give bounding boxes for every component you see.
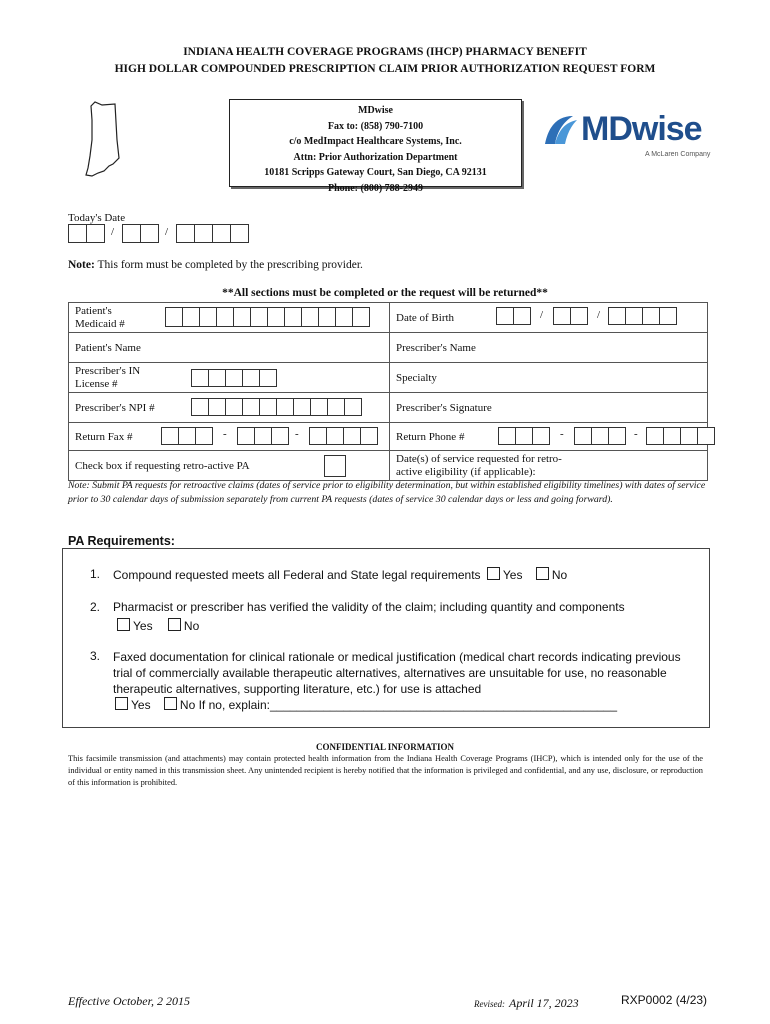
mdwise-logo-mark-icon bbox=[543, 114, 579, 148]
signature-label: Prescriber's Signature bbox=[396, 401, 492, 414]
digit-box[interactable] bbox=[259, 369, 277, 387]
pa-item2-yes-checkbox[interactable] bbox=[117, 618, 130, 631]
digit-box[interactable] bbox=[697, 427, 715, 445]
digit-box[interactable] bbox=[513, 307, 531, 325]
digit-box[interactable] bbox=[301, 307, 319, 327]
digit-box[interactable] bbox=[608, 427, 626, 445]
patient-name-cell[interactable] bbox=[69, 333, 390, 363]
date-digit-box[interactable] bbox=[122, 224, 141, 243]
license-cell bbox=[69, 363, 390, 393]
logo-wordmark: MDwise bbox=[581, 110, 702, 148]
date-separator: / bbox=[540, 309, 544, 321]
digit-box[interactable] bbox=[309, 427, 327, 445]
pa-item1-no-checkbox[interactable] bbox=[536, 567, 549, 580]
note-label: Note: bbox=[68, 259, 95, 271]
digit-box[interactable] bbox=[178, 427, 196, 445]
digit-box[interactable] bbox=[327, 398, 345, 416]
revised-date bbox=[474, 994, 579, 1012]
digit-box[interactable] bbox=[659, 307, 677, 325]
contact-phone: Phone: (800) 788-2949 bbox=[328, 182, 423, 194]
digit-box[interactable] bbox=[570, 307, 588, 325]
digit-box[interactable] bbox=[344, 398, 362, 416]
retro-checkbox-label: Check box if requesting retro-active PA bbox=[75, 459, 250, 472]
digit-box[interactable] bbox=[267, 307, 285, 327]
pa-item3-no-checkbox[interactable] bbox=[164, 697, 177, 710]
digit-box[interactable] bbox=[293, 398, 311, 416]
confidential-heading: CONFIDENTIAL INFORMATION bbox=[315, 742, 455, 752]
contact-plan-name: MDwise bbox=[358, 105, 393, 116]
service-dates-cell[interactable] bbox=[390, 451, 708, 481]
date-digit-box[interactable] bbox=[212, 224, 231, 243]
date-separator: / bbox=[597, 309, 601, 321]
form-title-line1: INDIANA HEALTH COVERAGE PROGRAMS (IHCP) PHARMACY BENEFIT bbox=[183, 46, 587, 58]
pa-item2-text: Pharmacist or prescriber has verified the validity of the claim; including quantity and components bbox=[113, 600, 625, 614]
patient-name-label: Patient's Name bbox=[75, 341, 141, 354]
digit-box[interactable] bbox=[161, 427, 179, 445]
phone-separator: - bbox=[560, 428, 564, 440]
phone-separator: - bbox=[223, 428, 227, 440]
pa-item3-yes-label: Yes bbox=[131, 698, 151, 712]
fax-contact-box bbox=[229, 99, 522, 194]
return-fax-label: Return Fax # bbox=[75, 430, 133, 443]
pa-item3-text: Faxed documentation for clinical rationale or medical justification (medical chart records indicating previous trial of commercially available therapeutic alternatives, alternatives are unsuitable for use, no reasonable therapeutic alternatives, supporting literature, etc.) for use is attached bbox=[113, 650, 681, 696]
retro-active-checkbox[interactable] bbox=[324, 455, 346, 477]
contact-attn: Attn: Prior Authorization Department bbox=[293, 151, 458, 163]
pa-item2-no-checkbox[interactable] bbox=[168, 618, 181, 631]
digit-box[interactable] bbox=[199, 307, 217, 327]
digit-box[interactable] bbox=[233, 307, 251, 327]
digit-box[interactable] bbox=[335, 307, 353, 327]
provider-note bbox=[68, 259, 363, 271]
contact-address: 10181 Scripps Gateway Court, San Diego, CA 92131 bbox=[264, 167, 487, 178]
digit-box[interactable] bbox=[191, 369, 209, 387]
confidential-text: This facsimile transmission (and attachments) may contain protected health information from the Indiana Health Coverage Programs (IHCP), which is intended only for the use of the individual or entity named in this transmission sheet. Any unintended recipient is hereby notified that the information is privileged and confidential, and any use, disclosure, or reproduction of this information is prohibited. bbox=[68, 754, 703, 787]
phone-separator: - bbox=[295, 428, 299, 440]
pa-item1-yes-checkbox[interactable] bbox=[487, 567, 500, 580]
contact-company: c/o MedImpact Healthcare Systems, Inc. bbox=[289, 136, 462, 147]
pa-item2-no-label: No bbox=[183, 619, 200, 633]
return-phone-label: Return Phone # bbox=[396, 430, 465, 443]
mdwise-logo bbox=[543, 110, 723, 160]
todays-date-field[interactable] bbox=[68, 224, 258, 244]
npi-cell bbox=[69, 393, 390, 423]
service-dates-label: Date(s) of service requested for retro-active eligibility (if applicable): bbox=[396, 452, 562, 478]
pa-item3-options bbox=[115, 697, 617, 712]
date-digit-box[interactable] bbox=[194, 224, 213, 243]
digit-box[interactable] bbox=[259, 398, 277, 416]
digit-box[interactable] bbox=[254, 427, 272, 445]
digit-box[interactable] bbox=[574, 427, 592, 445]
digit-box[interactable] bbox=[208, 369, 226, 387]
signature-cell[interactable] bbox=[390, 393, 708, 423]
return-phone-cell bbox=[390, 423, 708, 451]
pa-requirements-heading: PA Requirements: bbox=[68, 534, 175, 548]
form-title-line2: HIGH DOLLAR COMPOUNDED PRESCRIPTION CLAIM PRIOR AUTHORIZATION REQUEST FORM bbox=[114, 63, 656, 75]
dob-label: Date of Birth bbox=[396, 311, 455, 324]
sections-notice: **All sections must be completed or the request will be returned** bbox=[222, 287, 548, 299]
digit-box[interactable] bbox=[591, 427, 609, 445]
digit-box[interactable] bbox=[276, 398, 294, 416]
digit-box[interactable] bbox=[216, 307, 234, 327]
pa-item1-no-label: No bbox=[551, 568, 568, 582]
logo-tagline: A McLaren Company bbox=[645, 151, 711, 158]
dob-cell bbox=[390, 303, 708, 333]
specialty-cell[interactable] bbox=[390, 363, 708, 393]
digit-box[interactable] bbox=[553, 307, 571, 325]
prescriber-name-label: Prescriber's Name bbox=[396, 341, 476, 354]
pa-item1-yes-label: Yes bbox=[502, 568, 523, 582]
digit-box[interactable] bbox=[515, 427, 533, 445]
patient-prescriber-table bbox=[68, 302, 708, 481]
medicaid-label: Patient's Medicaid # bbox=[75, 304, 125, 330]
date-digit-box[interactable] bbox=[68, 224, 87, 243]
revised-value: April 17, 2023 bbox=[508, 996, 579, 1010]
digit-box[interactable] bbox=[191, 398, 209, 416]
indiana-map-icon bbox=[82, 100, 124, 178]
digit-box[interactable] bbox=[498, 427, 516, 445]
todays-date-label: Today's Date bbox=[68, 212, 126, 224]
digit-box[interactable] bbox=[195, 427, 213, 445]
digit-box[interactable] bbox=[352, 307, 370, 327]
medicaid-cell bbox=[69, 303, 390, 333]
date-digit-box[interactable] bbox=[176, 224, 195, 243]
digit-box[interactable] bbox=[326, 427, 344, 445]
contact-fax: Fax to: (858) 790-7100 bbox=[327, 120, 424, 132]
pa-item1-number: 1. bbox=[90, 567, 101, 581]
pa-item1-text: Compound requested meets all Federal and State legal requirements bbox=[113, 568, 481, 582]
digit-box[interactable] bbox=[225, 369, 243, 387]
pa-item3-yes-checkbox[interactable] bbox=[115, 697, 128, 710]
retroactive-note: Note: Submit PA requests for retroactive claims (dates of service prior to eligibility determination, but within established eligibility timelines) with dates of service prior to 30 calendar days of submission separately from current PA requests (dates of service 30 calendar days or less and going forward). bbox=[68, 480, 706, 505]
digit-box[interactable] bbox=[250, 307, 268, 327]
digit-box[interactable] bbox=[318, 307, 336, 327]
pa-item2-yes-label: Yes bbox=[133, 619, 153, 633]
pa-item3-number: 3. bbox=[90, 649, 101, 663]
pa-item1 bbox=[113, 567, 567, 582]
digit-box[interactable] bbox=[625, 307, 643, 325]
form-code: RXP0002 (4/23) bbox=[621, 993, 708, 1007]
digit-box[interactable] bbox=[271, 427, 289, 445]
effective-date: Effective October, 2 2015 bbox=[68, 994, 190, 1008]
date-separator: / bbox=[165, 226, 169, 238]
pa-item2-options bbox=[117, 618, 199, 633]
digit-box[interactable] bbox=[646, 427, 664, 445]
date-digit-box[interactable] bbox=[86, 224, 105, 243]
phone-separator: - bbox=[634, 428, 638, 440]
digit-box[interactable] bbox=[208, 398, 226, 416]
pa-item2-number: 2. bbox=[90, 600, 101, 614]
digit-box[interactable] bbox=[237, 427, 255, 445]
digit-box[interactable] bbox=[182, 307, 200, 327]
digit-box[interactable] bbox=[225, 398, 243, 416]
digit-box[interactable] bbox=[496, 307, 514, 325]
digit-box[interactable] bbox=[242, 398, 260, 416]
date-digit-box[interactable] bbox=[230, 224, 249, 243]
digit-box[interactable] bbox=[642, 307, 660, 325]
digit-box[interactable] bbox=[680, 427, 698, 445]
digit-box[interactable] bbox=[242, 369, 260, 387]
digit-box[interactable] bbox=[360, 427, 378, 445]
pa-item3-no-explain[interactable]: No If no, explain:____________________________________________________ bbox=[179, 698, 618, 712]
specialty-label: Specialty bbox=[396, 371, 437, 384]
return-fax-cell bbox=[69, 423, 390, 451]
prescriber-name-cell[interactable] bbox=[390, 333, 708, 363]
license-label: Prescriber's IN License # bbox=[75, 364, 141, 390]
digit-box[interactable] bbox=[663, 427, 681, 445]
digit-box[interactable] bbox=[284, 307, 302, 327]
digit-box[interactable] bbox=[343, 427, 361, 445]
digit-box[interactable] bbox=[532, 427, 550, 445]
date-digit-box[interactable] bbox=[140, 224, 159, 243]
date-separator: / bbox=[111, 226, 115, 238]
digit-box[interactable] bbox=[310, 398, 328, 416]
retro-checkbox-cell bbox=[69, 451, 390, 481]
revised-label: Revised: bbox=[474, 999, 505, 1009]
note-text: This form must be completed by the prescribing provider. bbox=[94, 259, 363, 271]
npi-label: Prescriber's NPI # bbox=[75, 401, 155, 414]
digit-box[interactable] bbox=[165, 307, 183, 327]
digit-box[interactable] bbox=[608, 307, 626, 325]
